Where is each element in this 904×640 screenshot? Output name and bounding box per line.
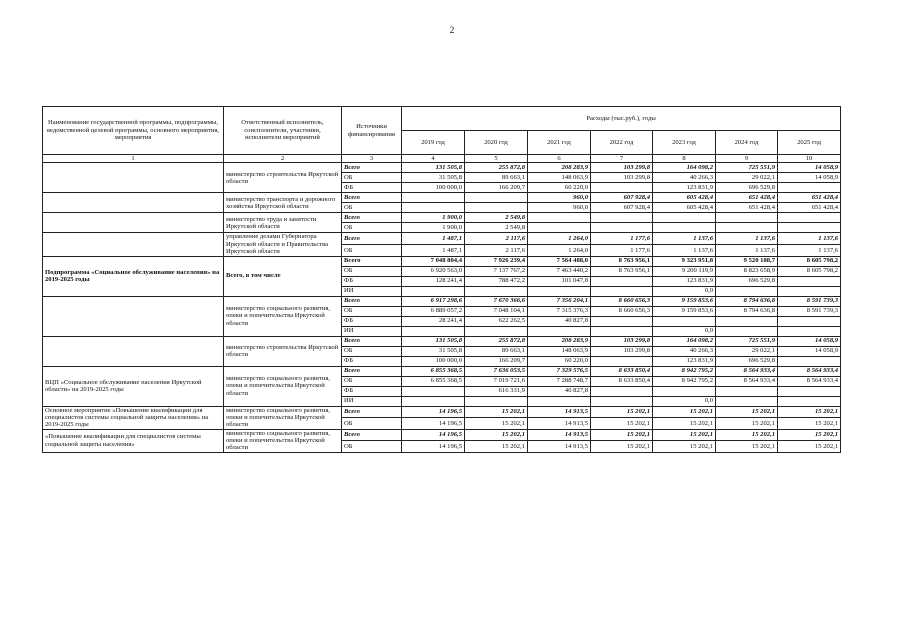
expense-value: 14 913,5 (528, 441, 591, 453)
executor-name: министерство социального развития, опеки и попечительства Иркутской области (224, 366, 342, 406)
expense-value: 208 283,9 (528, 163, 591, 173)
funding-source: ИИ (342, 286, 402, 296)
expense-value: 14 913,5 (528, 429, 591, 441)
expense-value: 7 315 376,3 (528, 306, 591, 316)
expense-value: 7 329 576,5 (528, 366, 591, 376)
expense-value (528, 286, 591, 296)
expense-value: 1 900,0 (402, 213, 465, 223)
funding-source: ФБ (342, 386, 402, 396)
expense-value: 15 202,1 (653, 418, 716, 430)
header-year: 2019 год (402, 131, 465, 155)
funding-source: ОБ (342, 306, 402, 316)
program-name (43, 296, 224, 336)
expense-value: 29 022,1 (716, 346, 778, 356)
executor-name: министерство строительства Иркутской области (224, 163, 342, 193)
expense-value: 28 241,4 (402, 316, 465, 326)
expense-value: 14 196,5 (402, 429, 465, 441)
expense-value (591, 356, 653, 366)
expense-value: 1 177,6 (591, 244, 653, 256)
expense-value: 0,0 (653, 326, 716, 336)
funding-source: ИИ (342, 326, 402, 336)
expense-value (716, 223, 778, 233)
expense-value: 15 202,1 (465, 406, 528, 418)
table-row (43, 336, 841, 346)
program-name: «Повышение квалификации для специалистов системы социальной защиты населения» (43, 429, 224, 452)
expense-value (465, 326, 528, 336)
expense-value: 1 487,1 (402, 233, 465, 245)
header-year: 2022 год (591, 131, 653, 155)
funding-source: ФБ (342, 276, 402, 286)
funding-source: ФБ (342, 183, 402, 193)
expense-value: 166 209,7 (465, 183, 528, 193)
funding-source: ОБ (342, 244, 402, 256)
expense-value (778, 276, 841, 286)
expense-value: 166 209,7 (465, 356, 528, 366)
expense-value: 15 202,1 (778, 418, 841, 430)
expense-value: 255 872,8 (465, 163, 528, 173)
expense-value: 7 048 804,4 (402, 256, 465, 266)
table-row (43, 213, 841, 223)
expense-value: 622 262,5 (465, 316, 528, 326)
expense-value: 1 177,6 (591, 233, 653, 245)
table-row (43, 366, 841, 376)
expense-value: 607 928,4 (591, 203, 653, 213)
funding-source: ОБ (342, 203, 402, 213)
expense-value: 31 505,8 (402, 346, 465, 356)
expense-value (591, 223, 653, 233)
funding-source: Всего (342, 233, 402, 245)
expense-value: 7 048 104,1 (465, 306, 528, 316)
expense-value (465, 203, 528, 213)
expense-value: 9 159 853,6 (653, 296, 716, 306)
column-number: 7 (591, 155, 653, 163)
funding-source: Всего (342, 296, 402, 306)
expense-value: 651 428,4 (778, 203, 841, 213)
expense-value: 15 202,1 (591, 441, 653, 453)
expense-value: 725 551,9 (716, 163, 778, 173)
expense-value (528, 326, 591, 336)
header-source: Источники финансирования (342, 107, 402, 155)
expense-value: 1 137,6 (716, 233, 778, 245)
expense-value: 7 926 239,4 (465, 256, 528, 266)
expense-value (591, 316, 653, 326)
expense-value (528, 396, 591, 406)
expense-value (778, 356, 841, 366)
expense-value: 8 633 850,4 (591, 376, 653, 386)
column-number: 5 (465, 155, 528, 163)
expense-value: 164 098,2 (653, 336, 716, 346)
expense-value: 15 202,1 (591, 406, 653, 418)
funding-source: Всего (342, 256, 402, 266)
expense-value: 29 022,1 (716, 173, 778, 183)
expense-value: 2 117,6 (465, 244, 528, 256)
program-name (43, 233, 224, 256)
expense-value: 1 487,1 (402, 244, 465, 256)
table-row (43, 163, 841, 173)
expense-value: 8 633 850,4 (591, 366, 653, 376)
expense-value: 8 605 798,2 (778, 256, 841, 266)
expense-value: 15 202,1 (465, 418, 528, 430)
expense-value: 6 917 298,6 (402, 296, 465, 306)
expense-value: 14 196,5 (402, 441, 465, 453)
expense-value: 123 831,9 (653, 276, 716, 286)
expense-value: 7 137 767,2 (465, 266, 528, 276)
expense-value: 651 428,4 (716, 193, 778, 203)
expense-value: 89 663,1 (465, 173, 528, 183)
program-name (43, 163, 224, 193)
expense-value: 7 636 053,5 (465, 366, 528, 376)
funding-source: ОБ (342, 173, 402, 183)
funding-source: Всего (342, 213, 402, 223)
expense-value: 14 196,5 (402, 406, 465, 418)
expense-value: 15 202,1 (778, 406, 841, 418)
header-year: 2024 год (716, 131, 778, 155)
table-row (43, 406, 841, 418)
expense-value: 651 428,4 (716, 203, 778, 213)
expense-value: 14 058,9 (778, 173, 841, 183)
expense-value (778, 213, 841, 223)
expense-value: 131 505,8 (402, 336, 465, 346)
expense-value: 7 670 366,6 (465, 296, 528, 306)
funding-source: Всего (342, 193, 402, 203)
program-name (43, 193, 224, 213)
expense-value: 8 823 658,9 (716, 266, 778, 276)
expense-value: 2 117,6 (465, 233, 528, 245)
expense-value (465, 193, 528, 203)
expense-value: 8 794 636,8 (716, 296, 778, 306)
expense-value (528, 223, 591, 233)
expense-value (778, 386, 841, 396)
expense-value: 605 428,4 (653, 193, 716, 203)
expense-value (653, 213, 716, 223)
expense-value: 960,0 (528, 193, 591, 203)
expense-value: 9 520 188,7 (716, 256, 778, 266)
expense-value: 6 920 563,0 (402, 266, 465, 276)
expense-value: 8 564 933,4 (778, 366, 841, 376)
column-number: 1 (43, 155, 224, 163)
expense-value: 960,0 (528, 203, 591, 213)
expense-value: 15 202,1 (591, 429, 653, 441)
expense-value: 8 660 656,3 (591, 296, 653, 306)
column-number: 10 (778, 155, 841, 163)
expense-value (653, 223, 716, 233)
executor-name: министерство строительства Иркутской области (224, 336, 342, 366)
expense-value: 148 063,9 (528, 346, 591, 356)
expense-value: 696 529,8 (716, 356, 778, 366)
expense-value: 605 428,4 (653, 203, 716, 213)
expense-value: 15 202,1 (653, 406, 716, 418)
expense-value: 15 202,1 (716, 418, 778, 430)
expense-value (591, 286, 653, 296)
expense-value: 607 928,4 (591, 193, 653, 203)
expense-value (402, 286, 465, 296)
expense-value (716, 316, 778, 326)
expense-value: 9 159 853,6 (653, 306, 716, 316)
expense-value: 15 202,1 (591, 418, 653, 430)
expense-value (528, 213, 591, 223)
expense-value: 15 202,1 (778, 429, 841, 441)
program-name: Подпрограмма «Социальное обслуживание населения» на 2019-2025 годы (43, 256, 224, 296)
column-number: 3 (342, 155, 402, 163)
expense-value: 14 058,9 (778, 163, 841, 173)
expense-value: 14 913,5 (528, 406, 591, 418)
program-name: Основное мероприятие «Повышение квалификации для специалистов системы социальной защиты населения» на 2019-2025 годы (43, 406, 224, 429)
expense-value: 6 855 368,5 (402, 366, 465, 376)
executor-name: министерство социального развития, опеки и попечительства Иркутской области (224, 296, 342, 336)
expense-value (778, 183, 841, 193)
expense-value: 14 913,5 (528, 418, 591, 430)
expense-value (402, 203, 465, 213)
expense-value: 1 264,0 (528, 244, 591, 256)
expense-value (778, 286, 841, 296)
expense-value: 60 220,0 (528, 356, 591, 366)
expense-value: 131 505,8 (402, 163, 465, 173)
funding-source: ОБ (342, 418, 402, 430)
funding-source: ОБ (342, 376, 402, 386)
funding-source: Всего (342, 366, 402, 376)
expense-value: 2 549,8 (465, 213, 528, 223)
expense-value (591, 183, 653, 193)
expense-value: 8 942 795,2 (653, 366, 716, 376)
expense-value: 128 241,4 (402, 276, 465, 286)
funding-source: ОБ (342, 346, 402, 356)
expense-value: 1 137,6 (778, 233, 841, 245)
page-number: 2 (449, 25, 455, 35)
expense-value: 31 505,8 (402, 173, 465, 183)
expense-value: 1 900,0 (402, 223, 465, 233)
expense-value: 15 202,1 (465, 441, 528, 453)
program-name (43, 213, 224, 233)
expense-value (591, 213, 653, 223)
funding-source: Всего (342, 429, 402, 441)
expense-value: 40 827,8 (528, 316, 591, 326)
expense-value: 15 202,1 (653, 441, 716, 453)
expense-value: 7 019 721,6 (465, 376, 528, 386)
expense-value: 7 356 204,1 (528, 296, 591, 306)
expense-value: 255 872,8 (465, 336, 528, 346)
expense-value: 8 660 656,3 (591, 306, 653, 316)
expense-value: 100 000,0 (402, 183, 465, 193)
expense-value: 8 605 798,2 (778, 266, 841, 276)
expense-value: 40 827,8 (528, 386, 591, 396)
expense-value: 2 549,8 (465, 223, 528, 233)
expense-value: 651 428,4 (778, 193, 841, 203)
table-row (43, 193, 841, 203)
expense-value: 696 529,8 (716, 276, 778, 286)
column-number: 8 (653, 155, 716, 163)
expense-value: 8 942 795,2 (653, 376, 716, 386)
expense-value (591, 276, 653, 286)
expense-value (402, 193, 465, 203)
expense-value: 7 288 748,7 (528, 376, 591, 386)
expense-value (778, 396, 841, 406)
expense-value: 7 564 488,0 (528, 256, 591, 266)
expense-value: 103 299,8 (591, 163, 653, 173)
expense-value: 101 047,8 (528, 276, 591, 286)
expense-value: 15 202,1 (465, 429, 528, 441)
expense-value (465, 396, 528, 406)
header-year: 2025 год (778, 131, 841, 155)
program-name (43, 336, 224, 366)
expense-value (653, 316, 716, 326)
expense-value: 8 564 933,4 (778, 376, 841, 386)
expense-value: 148 063,9 (528, 173, 591, 183)
header-name: Наименование государственной программы, подпрограммы, ведомственной целевой программы, основного мероприятия, мероприятия (43, 107, 224, 155)
expense-value: 1 137,6 (716, 244, 778, 256)
expense-value: 1 264,0 (528, 233, 591, 245)
expense-value: 15 202,1 (778, 441, 841, 453)
expense-value: 8 564 933,4 (716, 376, 778, 386)
funding-source: ОБ (342, 223, 402, 233)
funding-source: ОБ (342, 441, 402, 453)
expense-value: 7 463 440,2 (528, 266, 591, 276)
expense-value: 40 266,3 (653, 173, 716, 183)
expense-value (716, 386, 778, 396)
expense-value: 1 137,6 (778, 244, 841, 256)
expense-value: 15 202,1 (716, 406, 778, 418)
table-row (43, 429, 841, 441)
expense-value: 1 137,6 (653, 244, 716, 256)
column-number: 4 (402, 155, 465, 163)
expense-value: 14 058,9 (778, 346, 841, 356)
expense-value (591, 326, 653, 336)
expense-value (778, 316, 841, 326)
column-number: 9 (716, 155, 778, 163)
expense-value: 103 299,8 (591, 346, 653, 356)
expense-value: 40 266,3 (653, 346, 716, 356)
expense-value: 103 299,8 (591, 336, 653, 346)
expense-value: 14 058,9 (778, 336, 841, 346)
expense-value (778, 326, 841, 336)
expense-value: 8 564 933,4 (716, 366, 778, 376)
expense-value (778, 223, 841, 233)
executor-name: Всего, в том числе (224, 256, 342, 296)
header-executor: Ответственный исполнитель, соисполнители, участники, исполнители мероприятий (224, 107, 342, 155)
program-name: ВЦП «Социальное обслуживание населения Иркутской области» на 2019-2025 годы (43, 366, 224, 406)
expense-value (402, 396, 465, 406)
funding-source: Всего (342, 406, 402, 418)
header-year: 2021 год (528, 131, 591, 155)
expense-value: 0,0 (653, 286, 716, 296)
header-year: 2020 год (465, 131, 528, 155)
expense-value: 15 202,1 (653, 429, 716, 441)
executor-name: министерство социального развития, опеки и попечительства Иркутской области (224, 429, 342, 452)
expense-value (716, 326, 778, 336)
expense-value: 60 220,0 (528, 183, 591, 193)
expense-value (591, 396, 653, 406)
expense-value: 9 200 119,9 (653, 266, 716, 276)
column-number: 2 (224, 155, 342, 163)
header-year: 2023 год (653, 131, 716, 155)
funding-source: Всего (342, 163, 402, 173)
expense-value (716, 286, 778, 296)
executor-name: министерство социального развития, опеки и попечительства Иркутской области (224, 406, 342, 429)
expense-value (716, 213, 778, 223)
expense-value: 89 663,1 (465, 346, 528, 356)
expense-value (716, 396, 778, 406)
column-number: 6 (528, 155, 591, 163)
table-row (43, 233, 841, 245)
expense-value: 8 591 739,3 (778, 296, 841, 306)
expense-value: 0,0 (653, 396, 716, 406)
expense-value: 8 763 956,1 (591, 256, 653, 266)
expense-value (653, 386, 716, 396)
expense-value: 123 831,9 (653, 183, 716, 193)
expense-value: 696 529,8 (716, 183, 778, 193)
table-row (43, 256, 841, 266)
expense-value: 15 202,1 (716, 441, 778, 453)
executor-name: управление делами Губернатора Иркутской области и Правительства Иркутской области (224, 233, 342, 256)
expense-value: 208 283,9 (528, 336, 591, 346)
expense-value: 15 202,1 (716, 429, 778, 441)
expense-value: 725 551,9 (716, 336, 778, 346)
expense-value: 123 831,9 (653, 356, 716, 366)
expense-value (402, 386, 465, 396)
expense-value: 6 889 057,2 (402, 306, 465, 316)
funding-source: Всего (342, 336, 402, 346)
expense-value: 1 137,6 (653, 233, 716, 245)
expense-value: 788 472,2 (465, 276, 528, 286)
expense-value: 9 323 951,8 (653, 256, 716, 266)
funding-source: ФБ (342, 356, 402, 366)
expense-value: 164 098,2 (653, 163, 716, 173)
executor-name: министерство транспорта и дорожного хозяйства Иркутской области (224, 193, 342, 213)
expense-value: 103 299,8 (591, 173, 653, 183)
funding-source: ОБ (342, 266, 402, 276)
expense-value: 14 196,5 (402, 418, 465, 430)
expense-value: 8 763 956,1 (591, 266, 653, 276)
expense-value (465, 286, 528, 296)
budget-table (42, 106, 841, 453)
expense-value (402, 326, 465, 336)
executor-name: министерство труда и занятости Иркутской области (224, 213, 342, 233)
expense-value: 8 794 636,8 (716, 306, 778, 316)
expense-value: 616 331,9 (465, 386, 528, 396)
expense-value (591, 386, 653, 396)
header-expenses: Расходы (тыс.руб.), годы (402, 107, 841, 131)
expense-value: 6 855 368,5 (402, 376, 465, 386)
table-row (43, 296, 841, 306)
expense-value: 8 591 739,3 (778, 306, 841, 316)
funding-source: ИИ (342, 396, 402, 406)
funding-source: ФБ (342, 316, 402, 326)
expense-value: 100 000,0 (402, 356, 465, 366)
